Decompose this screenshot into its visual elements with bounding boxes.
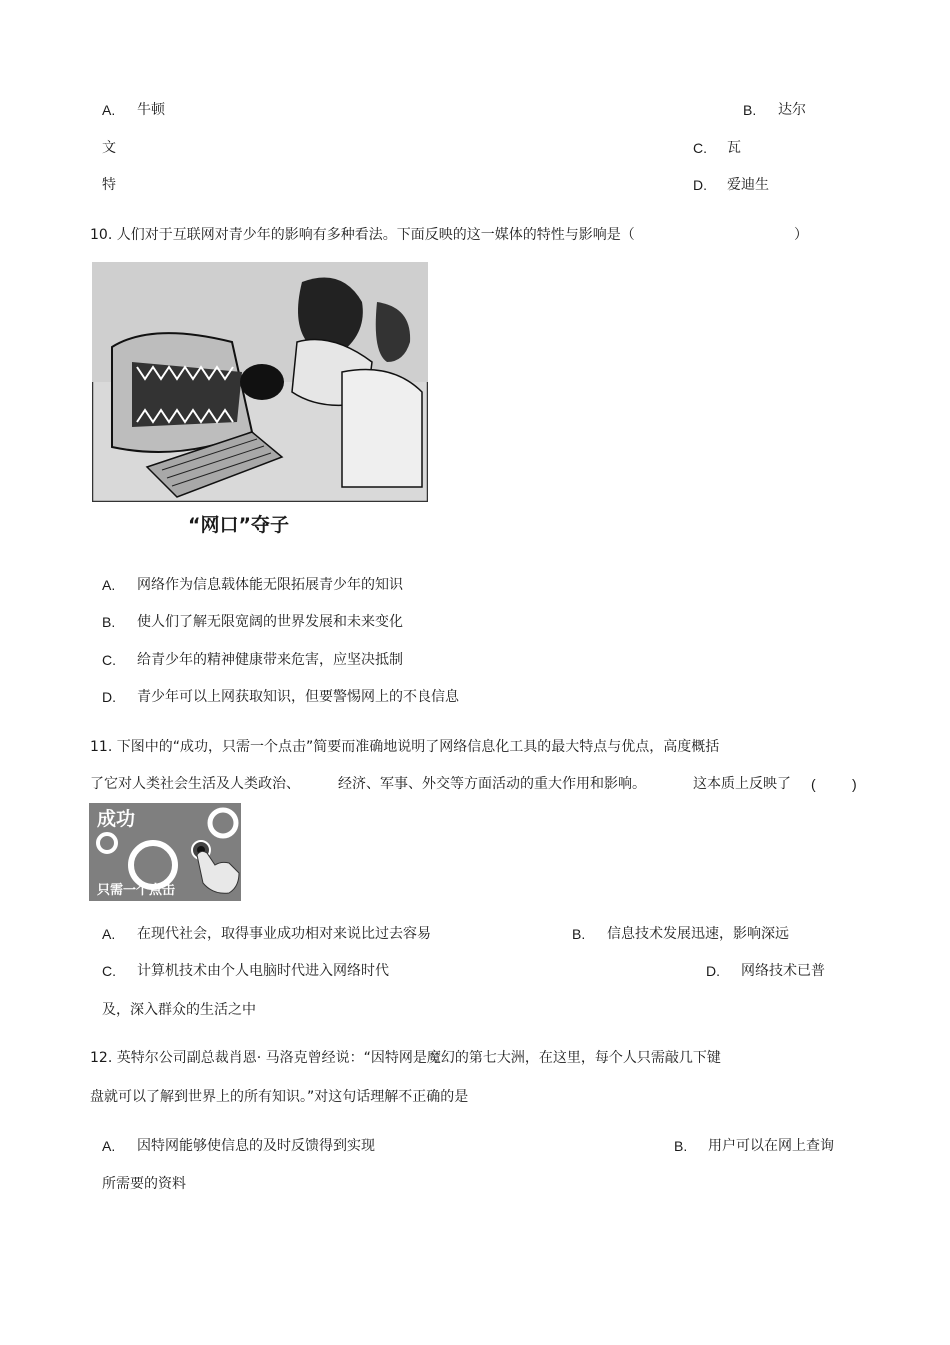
q11-option-b-text: 信息技术发展迅速，影响深远	[607, 926, 789, 942]
q10-stem: 10. 人们对于互联网对青少年的影响有多种看法。下面反映的这一媒体的特性与影响是（	[90, 227, 635, 243]
q11-option-d-continuation: 及，深入群众的生活之中	[102, 1002, 256, 1018]
q11-stem-line-2a: 了它对人类社会生活及人类政治、	[90, 776, 300, 792]
q12-stem-line-2: 盘就可以了解到世界上的所有知识。”对这句话理解不正确的是	[90, 1089, 469, 1105]
q10-option-d-label: D.	[102, 689, 116, 705]
q12-stem-line-1: 12. 英特尔公司副总裁肖恩· 马洛克曾经说：“因特网是魔幻的第七大洲，在这里，每个人只需敲几下键	[90, 1050, 721, 1066]
q9-option-d-text: 爱迪生	[727, 177, 769, 193]
q10-option-b-label: B.	[102, 614, 116, 630]
q12-option-b-label: B.	[674, 1138, 688, 1154]
q9-option-a-label: A.	[102, 102, 116, 118]
q11-option-a-label: A.	[102, 926, 116, 942]
q10-option-d-text: 青少年可以上网获取知识，但要警惕网上的不良信息	[137, 689, 459, 705]
q11-option-d-label: D.	[706, 963, 720, 979]
q12-option-a-text: 因特网能够使信息的及时反馈得到实现	[137, 1138, 375, 1154]
q10-option-a-text: 网络作为信息载体能无限拓展青少年的知识	[137, 577, 403, 593]
q9-option-b-label: B.	[743, 102, 757, 118]
q12-option-b-text: 用户可以在网上查询	[708, 1138, 834, 1154]
q11-option-c-text: 计算机技术由个人电脑时代进入网络时代	[137, 963, 389, 979]
q9-option-b-continuation: 文	[102, 140, 116, 156]
q11-option-c-label: C.	[102, 963, 116, 979]
q11-image-text-bottom: 只需一个点击	[97, 883, 176, 898]
q9-option-c-continuation: 特	[102, 177, 116, 193]
q11-image-text-top: 成功	[97, 808, 136, 830]
q11-option-a-text: 在现代社会，取得事业成功相对来说比过去容易	[137, 926, 431, 942]
q11-option-b-label: B.	[572, 926, 586, 942]
q10-cartoon-caption: “网口”夺子	[188, 514, 289, 536]
q10-option-b-text: 使人们了解无限宽阔的世界发展和未来变化	[137, 614, 403, 630]
q10-option-a-label: A.	[102, 577, 116, 593]
q10-cartoon-image	[92, 262, 428, 502]
q9-option-c-label: C.	[693, 140, 707, 156]
q9-option-d-label: D.	[693, 177, 707, 193]
q10-option-c-label: C.	[102, 652, 116, 668]
q11-stem-line-1: 11. 下图中的“成功，只需一个点击”简要而准确地说明了网络信息化工具的最大特点与优点，高度概括	[90, 739, 720, 755]
q11-option-d-text: 网络技术已普	[741, 963, 825, 979]
q9-option-b-text: 达尔	[778, 102, 806, 118]
q11-click-image	[89, 803, 241, 901]
q10-stem-close: ）	[794, 227, 808, 243]
q11-stem-line-2c: 这本质上反映了	[693, 776, 791, 792]
q12-option-b-continuation: 所需要的资料	[102, 1176, 186, 1192]
q11-stem-line-2b: 经济、军事、外交等方面活动的重大作用和影响。	[338, 776, 646, 792]
q9-option-a-text: 牛顿	[137, 102, 165, 118]
q10-option-c-text: 给青少年的精神健康带来危害，应坚决抵制	[137, 652, 403, 668]
q12-option-a-label: A.	[102, 1138, 116, 1154]
q11-stem-paren-open: (	[811, 776, 816, 792]
q9-option-c-text: 瓦	[727, 140, 741, 156]
q11-stem-paren-close: )	[852, 776, 857, 792]
